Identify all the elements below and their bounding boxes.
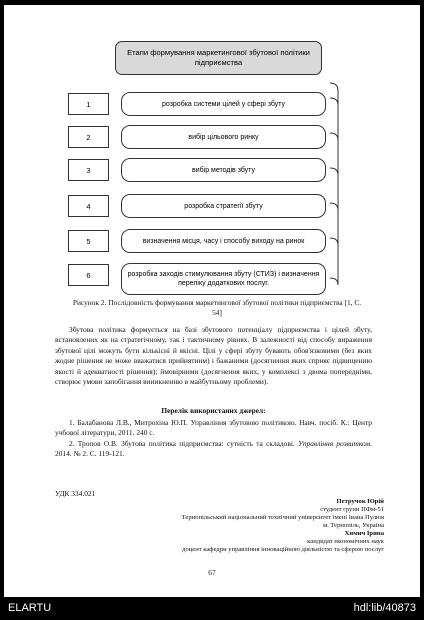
step-box: вибір цільового ринку bbox=[121, 125, 326, 149]
step-number: 5 bbox=[68, 230, 109, 252]
step-box: розробка стратегії збуту bbox=[121, 194, 326, 218]
body-paragraph: Збутова політика формується на базі збутового потенціалу підприємства і цілей збуту, встановлених як на стратегічному, так і тактичному рівнях. В залежності від способу вираження збутової цілі можуть бути кількісні й якісні. Цілі у сфері збуту бувають обов'язковими (без яких жодне рішення не може вважатися прийнятним) і бажаними (досягнення яких сприяє підвищенню якості й адекватності рішення); ймовірними (досягнення яких, у комплексі з двома попередніми, створює умови запобігання виникненню в майбутньому проблеми). bbox=[55, 325, 372, 387]
repository-label: ELARTU bbox=[8, 602, 52, 614]
bracket-connector bbox=[330, 75, 362, 293]
author-affiliation: Тернопільський національний технічний університет імені Івана Пулюя bbox=[181, 514, 384, 521]
author-name: Петручок Юрій bbox=[336, 498, 384, 505]
figure-caption: Рисунок 2. Послідовність формування маркетингової збутової політики підприємства [1, С. 54] bbox=[72, 298, 362, 318]
diagram-title: Етапи формування маркетингової збутової політики підприємства bbox=[115, 41, 322, 75]
step-box: розробка заходів стимулювання збуту (СТИЗ) і визначення переліку додаткових послуг. bbox=[121, 263, 326, 295]
reference-item: 1. Балабанова Л.В., Митрохіна Ю.П. Управління збутовою політикою. Навч. посіб. К.: Центр учбової літератури, 2011. 240 с. bbox=[55, 418, 372, 438]
references-heading: Перелік використаних джерел: bbox=[161, 406, 266, 415]
step-box: розробка системи цілей у сфері збуту bbox=[121, 92, 326, 116]
step-number: 3 bbox=[68, 159, 109, 181]
author-name: Химич Ірина bbox=[344, 530, 384, 537]
udk-code: УДК 334.021 bbox=[55, 489, 96, 498]
reference-item: 2. Тропов О.В. Збутова політика підприємства: сутність та складові. Управління розвитком. 2014. № 2. С. 119-121. bbox=[55, 439, 372, 459]
author-position: студент групи ПФм-51 bbox=[320, 506, 384, 513]
step-number: 4 bbox=[68, 195, 109, 217]
author-location: м. Тернопіль, Україна bbox=[322, 522, 384, 529]
step-number: 2 bbox=[68, 126, 109, 148]
author-degree: кандидат економічних наук bbox=[307, 538, 384, 545]
page-number: 67 bbox=[208, 568, 216, 577]
handle-label: hdl:lib/40873 bbox=[353, 602, 416, 614]
author-position: доцент кафедри управління інноваційною діяльністю та сферою послуг bbox=[182, 546, 384, 553]
step-number: 6 bbox=[68, 264, 109, 286]
step-box: визначення місця, часу і способу виходу на ринок bbox=[121, 229, 326, 253]
step-box: вибір методів збуту bbox=[121, 158, 326, 182]
step-number: 1 bbox=[68, 93, 109, 115]
